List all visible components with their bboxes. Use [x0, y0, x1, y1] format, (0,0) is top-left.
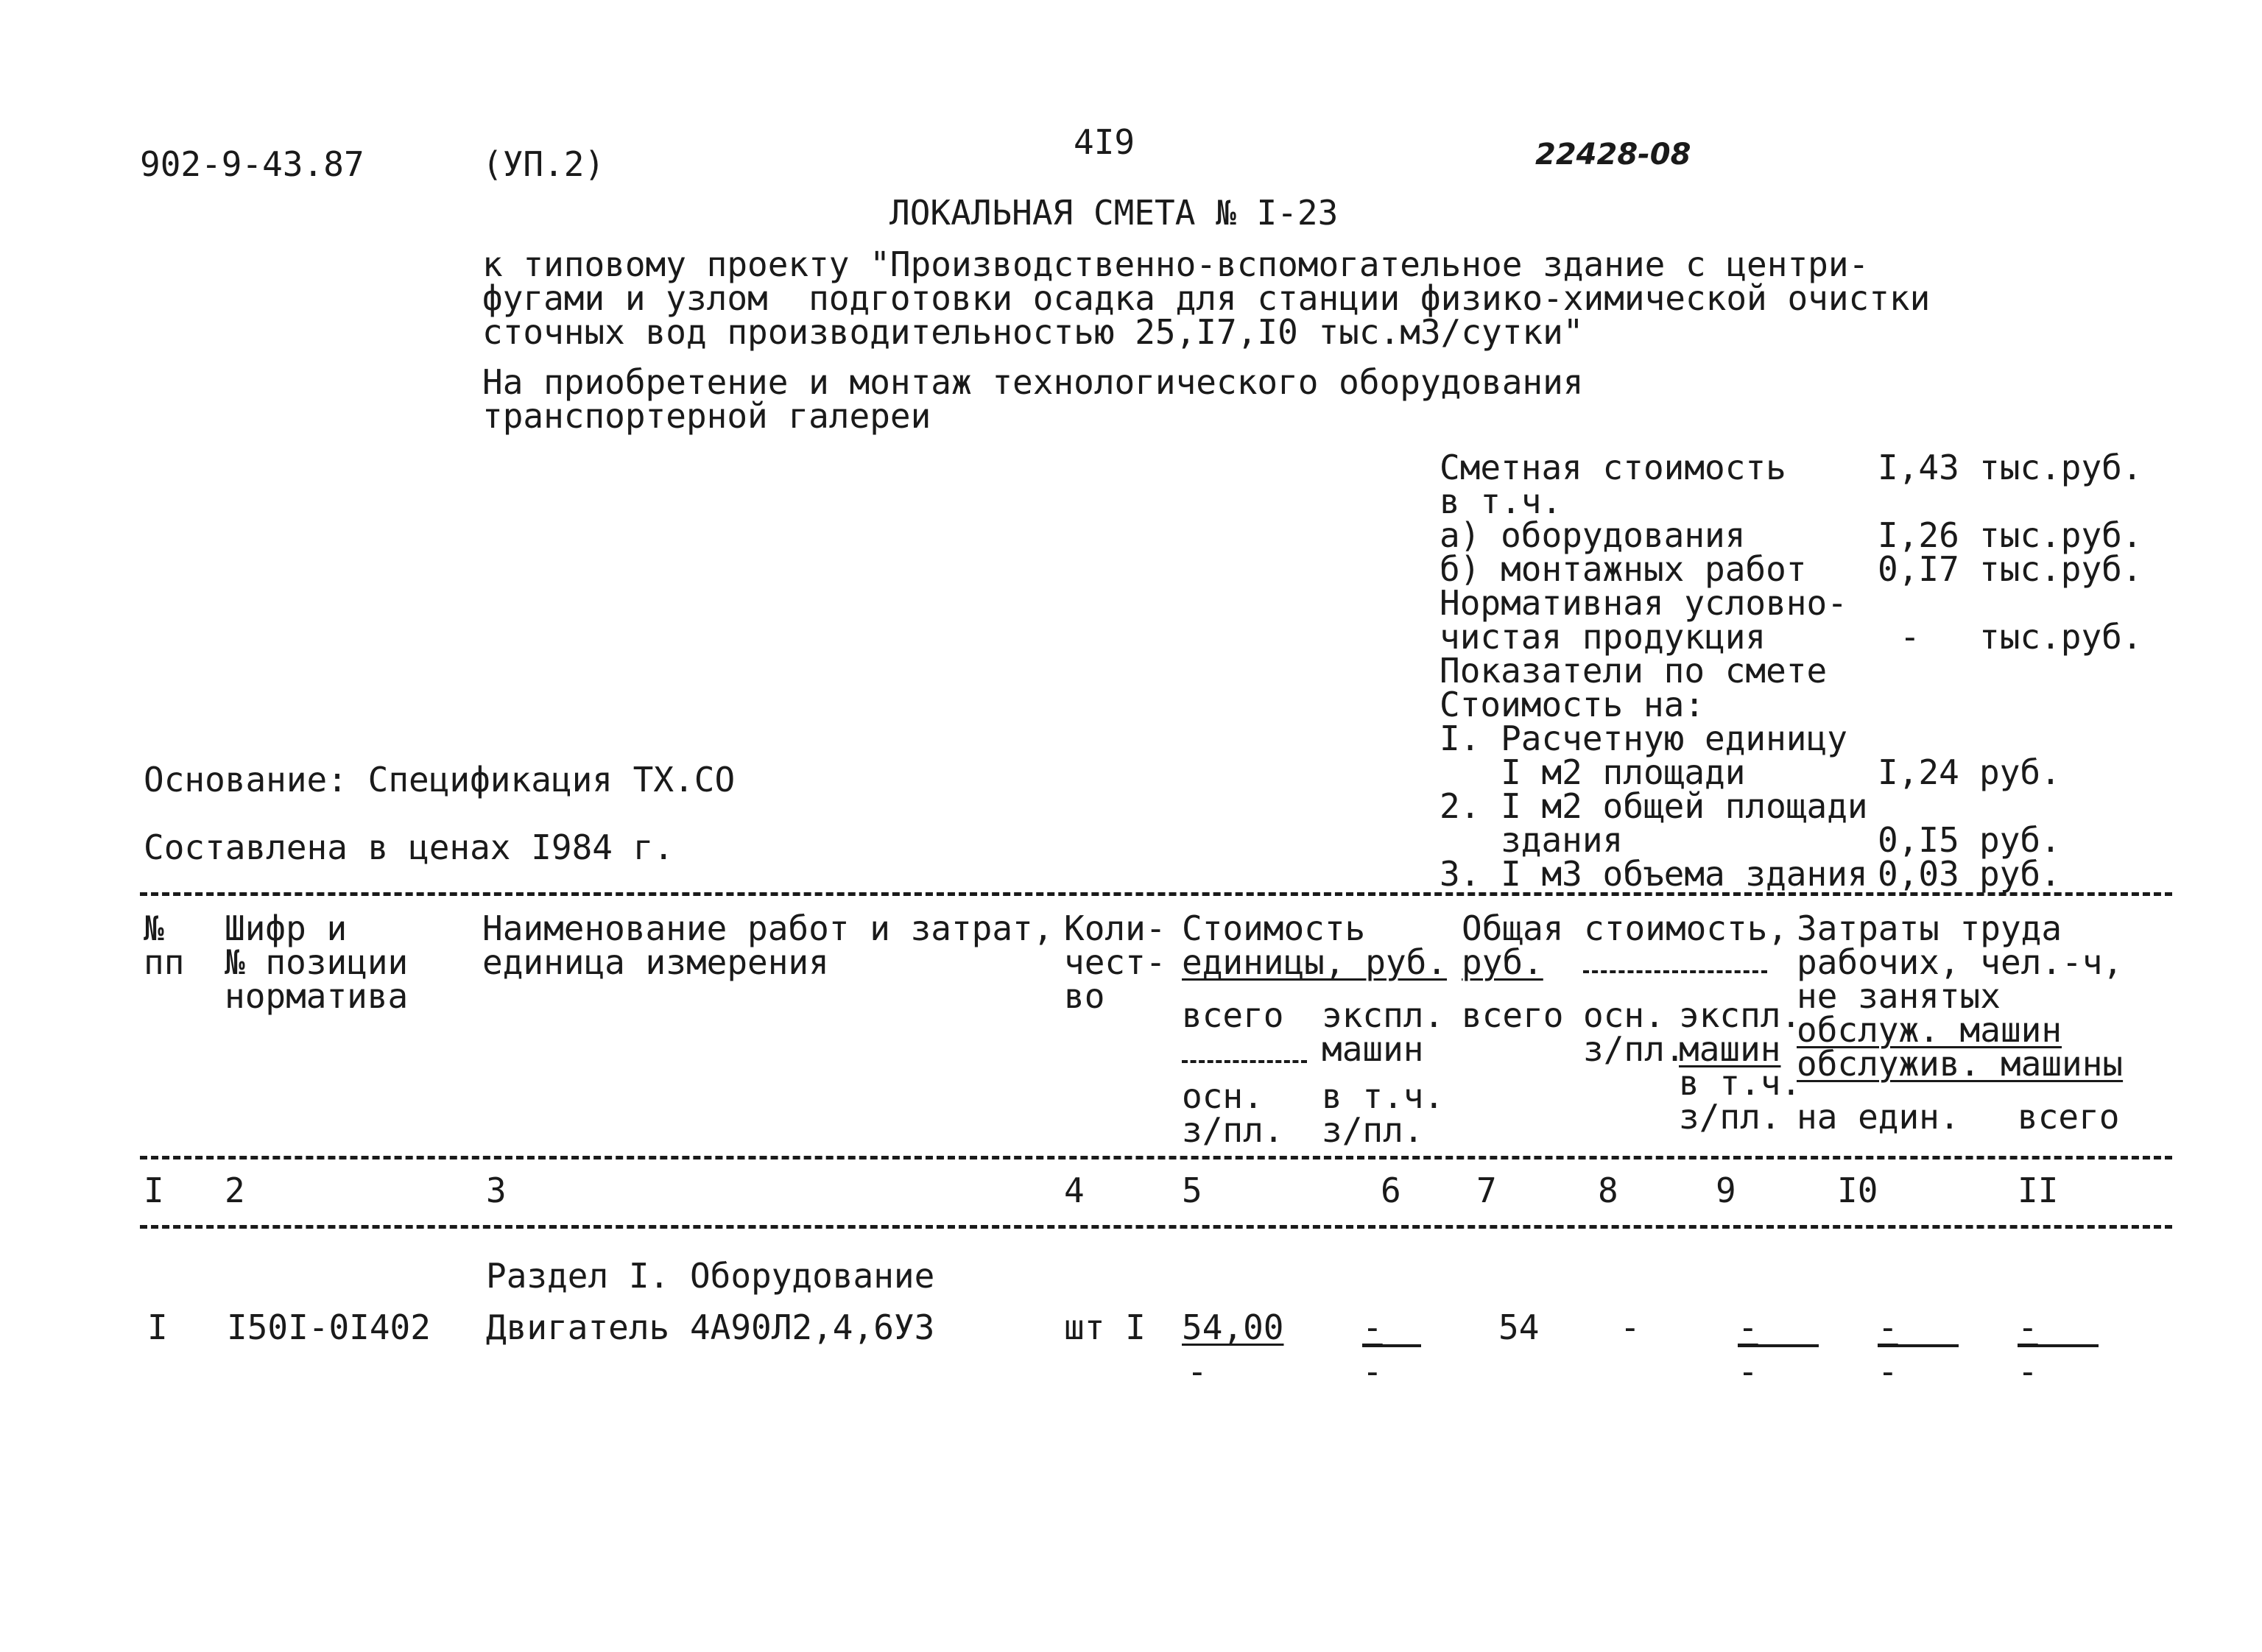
header-cell: единицы, руб.	[1182, 942, 1448, 982]
purpose-line: транспортерной галереи	[482, 396, 931, 436]
header-cell: Стоимость	[1182, 908, 1366, 948]
row-machine-wages: -	[1738, 1352, 1758, 1391]
subtitle-line: сточных вод производительностью 25,I7,I0 тыс.м3/сутки"	[482, 312, 1584, 352]
header-cell: рабочих, чел.-ч,	[1797, 942, 2124, 982]
row-total-wages: -	[1620, 1307, 1641, 1347]
header-cell: обслуж. машин	[1797, 1010, 2062, 1050]
summary-unit: руб.	[1979, 820, 2061, 860]
header-cell: №	[144, 908, 164, 948]
header-divider	[1583, 970, 1767, 973]
header-cell: обслужив. машины	[1797, 1044, 2124, 1084]
summary-label: 2. I м2 общей площади	[1440, 786, 1868, 826]
header-cell: Наименование работ и затрат,	[482, 908, 1054, 948]
row-labor-total-2: -	[2018, 1352, 2038, 1391]
column-number: 9	[1716, 1171, 1736, 1210]
row-labor-unit: -	[1878, 1307, 1898, 1347]
summary-label: здания	[1440, 820, 1624, 860]
header-cell: экспл.	[1679, 995, 1802, 1035]
row-unit-cost: 54,00	[1182, 1307, 1284, 1347]
header-cell: чест-	[1064, 942, 1166, 982]
document-title: ЛОКАЛЬНАЯ СМЕТА № I-23	[889, 193, 1339, 233]
header-cell: з/пл.	[1322, 1110, 1424, 1150]
row-unit-machines: -	[1362, 1307, 1383, 1347]
column-number: 3	[486, 1171, 507, 1210]
summary-value: 0,03	[1878, 854, 1959, 894]
column-number: 8	[1598, 1171, 1618, 1210]
summary-value: 0,I7	[1878, 549, 1959, 589]
summary-label: Нормативная условно-	[1440, 583, 1847, 623]
row-total-cost: 54	[1498, 1307, 1540, 1347]
column-number: 2	[225, 1171, 245, 1210]
estimate-basis: Основание: Спецификация ТХ.СО	[144, 760, 736, 799]
column-number: 4	[1064, 1171, 1085, 1210]
summary-unit: тыс.руб.	[1979, 448, 2143, 487]
header-cell: Затраты труда	[1797, 908, 2062, 948]
column-number: II	[2018, 1171, 2059, 1210]
column-numbers-rule	[140, 1225, 2172, 1229]
summary-label: а) оборудования	[1440, 515, 1746, 555]
header-cell: з/пл.	[1583, 1029, 1685, 1069]
header-cell: экспл.	[1322, 995, 1445, 1035]
summary-label: 3. I м3 объема здания	[1440, 854, 1868, 894]
column-number: I	[144, 1171, 164, 1210]
row-number: I	[147, 1307, 168, 1347]
underline	[1738, 1344, 1819, 1347]
header-cell: в т.ч.	[1679, 1063, 1802, 1103]
row-labor-total: -	[2018, 1307, 2038, 1347]
summary-label: Сметная стоимость	[1440, 448, 1786, 487]
subtitle-line: к типовому проекту "Производственно-вспомогательное здание с центри-	[482, 244, 1870, 284]
header-cell: всего	[2018, 1097, 2120, 1137]
row-labor-unit-2: -	[1878, 1352, 1898, 1391]
summary-unit: тыс.руб.	[1979, 549, 2143, 589]
summary-value: I,43	[1878, 448, 1959, 487]
row-total-machines: -	[1738, 1307, 1758, 1347]
header-cell: на един.	[1797, 1097, 1960, 1137]
column-number: 7	[1476, 1171, 1497, 1210]
header-cell: пп	[144, 942, 185, 982]
row-unit-machine-wages: -	[1362, 1352, 1383, 1391]
header-cell: машин	[1322, 1029, 1424, 1069]
album-number: (УП.2)	[482, 144, 605, 184]
column-number: 6	[1381, 1171, 1401, 1210]
header-cell: руб.	[1462, 942, 1543, 982]
header-cell: осн.	[1182, 1076, 1264, 1116]
handwritten-stamp: 22428-08	[1535, 138, 1691, 172]
underline	[1362, 1344, 1421, 1347]
summary-value: I,24	[1878, 752, 1959, 792]
header-cell: Общая стоимость,	[1462, 908, 1789, 948]
header-cell: № позиции	[225, 942, 409, 982]
header-cell: норматива	[225, 976, 409, 1016]
header-rule	[140, 1156, 2172, 1159]
summary-label: I. Расчетную единицу	[1440, 719, 1847, 758]
header-cell: з/пл.	[1182, 1110, 1284, 1150]
price-level: Составлена в ценах I984 г.	[144, 827, 674, 867]
header-cell: в т.ч.	[1322, 1076, 1445, 1116]
header-cell: з/пл.	[1679, 1097, 1781, 1137]
header-cell: всего	[1462, 995, 1564, 1035]
summary-label: б) монтажных работ	[1440, 549, 1807, 589]
header-cell: во	[1064, 976, 1105, 1016]
summary-value: 0,I5	[1878, 820, 1959, 860]
section-heading: Раздел I. Оборудование	[486, 1256, 935, 1296]
column-number: I0	[1837, 1171, 1878, 1210]
page-number: 4I9	[1074, 122, 1135, 162]
header-cell: всего	[1182, 995, 1284, 1035]
summary-label: чистая продукция	[1440, 617, 1766, 657]
header-cell: осн.	[1583, 995, 1665, 1035]
summary-value: -	[1900, 617, 1920, 657]
underline	[2018, 1344, 2099, 1347]
table-top-rule	[140, 892, 2172, 896]
column-number: 5	[1182, 1171, 1202, 1210]
header-cell: единица измерения	[482, 942, 829, 982]
document-code: 902-9-43.87	[140, 144, 364, 184]
summary-value: I,26	[1878, 515, 1959, 555]
summary-unit: руб.	[1979, 854, 2061, 894]
summary-unit: тыс.руб.	[1979, 617, 2143, 657]
summary-unit: руб.	[1979, 752, 2061, 792]
row-quantity: шт I	[1064, 1307, 1146, 1347]
header-cell: Шифр и	[225, 908, 348, 948]
summary-label: в т.ч.	[1440, 481, 1562, 521]
summary-label: Стоимость на:	[1440, 685, 1705, 724]
row-code: I50I-0I402	[227, 1307, 431, 1347]
purpose-line: На приобретение и монтаж технологического оборудования	[482, 362, 1584, 402]
summary-unit: тыс.руб.	[1979, 515, 2143, 555]
summary-label: I м2 площади	[1440, 752, 1746, 792]
underline	[1878, 1344, 1959, 1347]
header-cell: машин	[1679, 1029, 1781, 1069]
header-divider	[1182, 1060, 1307, 1063]
row-unit-wages: -	[1187, 1352, 1208, 1391]
header-cell: Коли-	[1064, 908, 1166, 948]
header-cell: не занятых	[1797, 976, 2001, 1016]
summary-label: Показатели по смете	[1440, 651, 1828, 691]
row-name: Двигатель 4А90Л2,4,6У3	[486, 1307, 935, 1347]
subtitle-line: фугами и узлом подготовки осадка для станции физико-химической очистки	[482, 278, 1931, 318]
